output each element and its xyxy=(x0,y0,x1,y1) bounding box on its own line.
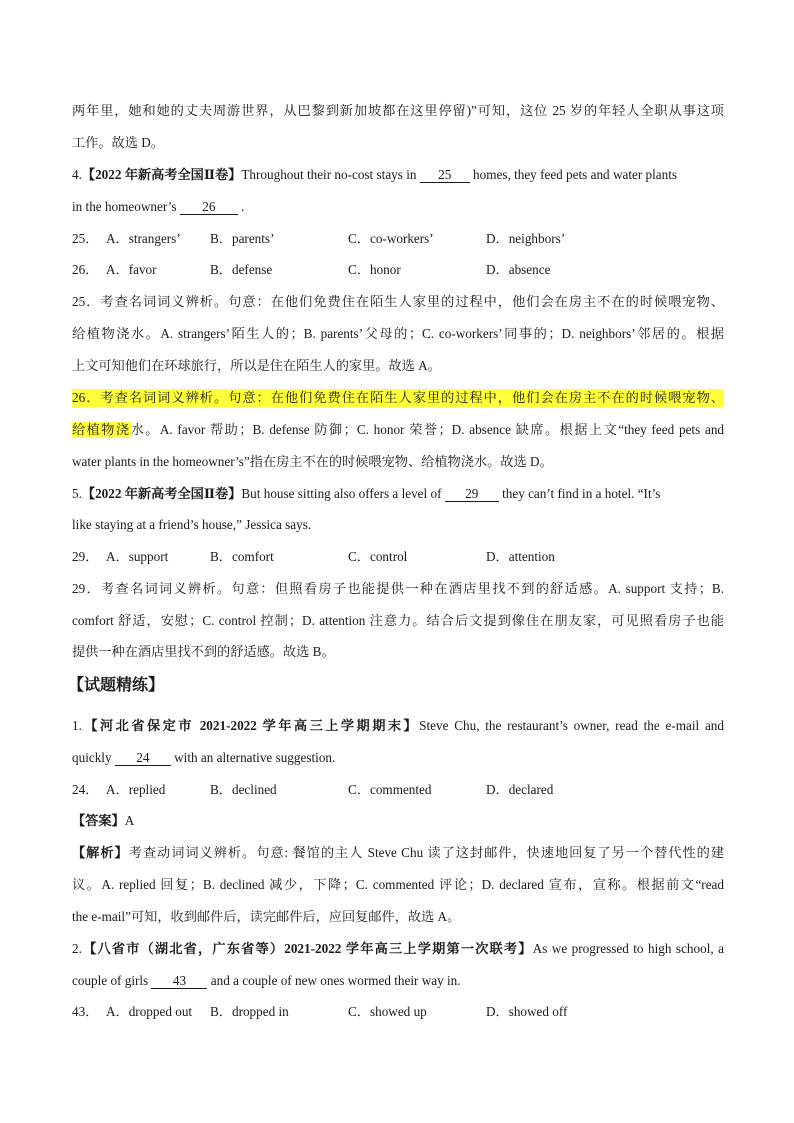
option-29-a: A．support xyxy=(106,549,169,564)
option-43-b: B．dropped in xyxy=(210,1004,289,1019)
analysis-label: 【解析】 xyxy=(72,845,129,860)
option-26-c: C．honor xyxy=(348,262,401,277)
option-25-b: B．parents’ xyxy=(210,231,275,246)
explanation-29-line-2: comfort 舒适，安慰；C. control 控制；D. attention 注意力。结合后文提到像住在朋友家，可见照看房子也能 xyxy=(72,613,724,628)
explanation-29-line-1: 29．考查名词词义辨析。句意：但照看房子也能提供一种在酒店里找不到的舒适感。A. support 支持；B. xyxy=(72,581,724,596)
blank-29: 29 xyxy=(445,486,499,502)
option-26-d: D．absence xyxy=(486,262,551,277)
answer-value: A xyxy=(124,813,135,828)
prev-explanation-line-2: 工作。故选 D。 xyxy=(72,135,164,150)
option-26-b: B．defense xyxy=(210,262,273,277)
analysis-1-line-2: 议。A. replied 回复；B. declined 减少，下降；C. commented 评论；D. declared 宣布，宣称。根据前文“read xyxy=(72,877,724,892)
option-43-d: D．showed off xyxy=(486,1004,568,1019)
explanation-25-line-1: 25．考查名词词义辨析。句意：在他们免费住在陌生人家里的过程中，他们会在房主不在的时候喂宠物、 xyxy=(72,294,724,309)
exercise-2-line-2: couple of girls 43 and a couple of new ones wormed their way in. xyxy=(72,973,461,988)
exercise-2-line-1: 2.【八省市（湖北省，广东省等）2021-2022 学年高三上学期第一次联考】As we progressed to high school, a xyxy=(72,941,724,956)
analysis-1-line-3: the e-mail”可知，收到邮件后，读完邮件后，应回复邮件，故选 A。 xyxy=(72,909,461,924)
explanation-26-line-1: 26．考查名词词义辨析。句意：在他们免费住在陌生人家里的过程中，他们会在房主不在的时候喂宠物、 xyxy=(72,390,724,405)
question-4-line-1: 4.【2022 年新高考全国Ⅱ卷】Throughout their no-cost stays in 25 homes, they feed pets and water plants xyxy=(72,167,678,182)
exercise-1-source: 【河北省保定市 2021-2022 学年高三上学期期末】 xyxy=(81,718,420,733)
option-29-c: C．control xyxy=(348,549,408,564)
option-43-a: A．dropped out xyxy=(106,1004,193,1019)
option-24-d: D．declared xyxy=(486,782,554,797)
question-5-source: 【2022 年新高考全国Ⅱ卷】 xyxy=(81,486,242,501)
blank-24: 24 xyxy=(115,750,171,766)
explanation-29-line-3: 提供一种在酒店里找不到的舒适感。故选 B。 xyxy=(72,644,335,659)
answer-1 xyxy=(72,812,134,830)
option-25-a: A．strangers’ xyxy=(106,231,181,246)
section-title: 【试题精练】 xyxy=(68,677,165,694)
analysis-1-line-1: 【解析】考查动词词义辨析。句意: 餐馆的主人 Steve Chu 读了这封邮件，快速地回复了另一个替代性的建 xyxy=(72,845,725,860)
question-4-source: 【2022 年新高考全国Ⅱ卷】 xyxy=(81,167,242,182)
explanation-25-line-2: 给植物浇水。A. strangers’陌生人的；B. parents’父母的；C. co-workers’同事的；D. neighbors’邻居的。根据 xyxy=(72,326,724,341)
option-26-a: A．favor xyxy=(106,262,157,277)
question-5-line-1: 5.【2022 年新高考全国Ⅱ卷】But house sitting also offers a level of 29 they can’t find in a hotel. “It’s xyxy=(72,486,661,501)
option-25-d: D．neighbors’ xyxy=(486,231,566,246)
option-29-d: D．attention xyxy=(486,549,555,564)
explanation-26-line-3: water plants in the homeowner’s”指在房主不在的时候喂宠物、给植物浇水。故选 D。 xyxy=(72,454,553,469)
exercise-1-line-2: quickly 24 with an alternative suggestion. xyxy=(72,750,336,765)
exercise-2-source: 【八省市（湖北省，广东省等）2021-2022 学年高三上学期第一次联考】 xyxy=(81,941,533,956)
question-4-line-2: in the homeowner’s 26 . xyxy=(72,199,245,214)
explanation-26-line-2: 给植物浇水。A. favor 帮助；B. defense 防御；C. honor 荣誉；D. absence 缺席。根据上文“they feed pets and xyxy=(72,422,725,437)
blank-26: 26 xyxy=(180,199,238,215)
blank-43: 43 xyxy=(151,973,207,989)
option-29-b: B．comfort xyxy=(210,549,274,564)
option-24-c: C．commented xyxy=(348,782,432,797)
question-5-line-2: like staying at a friend’s house,” Jessica says. xyxy=(72,517,312,532)
prev-explanation-line-1: 两年里，她和她的丈夫周游世界，从巴黎到新加坡都在这里停留)”可知，这位 25 岁的年轻人全职从事这项 xyxy=(72,103,724,118)
exercise-1-line-1: 1.【河北省保定市 2021-2022 学年高三上学期期末】Steve Chu, the restaurant’s owner, read the e-mail and xyxy=(72,718,724,733)
option-24-b: B．declined xyxy=(210,782,277,797)
answer-label: 【答案】 xyxy=(72,813,125,828)
option-43-c: C．showed up xyxy=(348,1004,427,1019)
option-25-c: C．co-workers’ xyxy=(348,231,434,246)
blank-25: 25 xyxy=(420,167,470,183)
option-24-a: A．replied xyxy=(106,782,166,797)
explanation-25-line-3: 上文可知他们在环球旅行，所以是住在陌生人的家里。故选 A。 xyxy=(72,358,441,373)
